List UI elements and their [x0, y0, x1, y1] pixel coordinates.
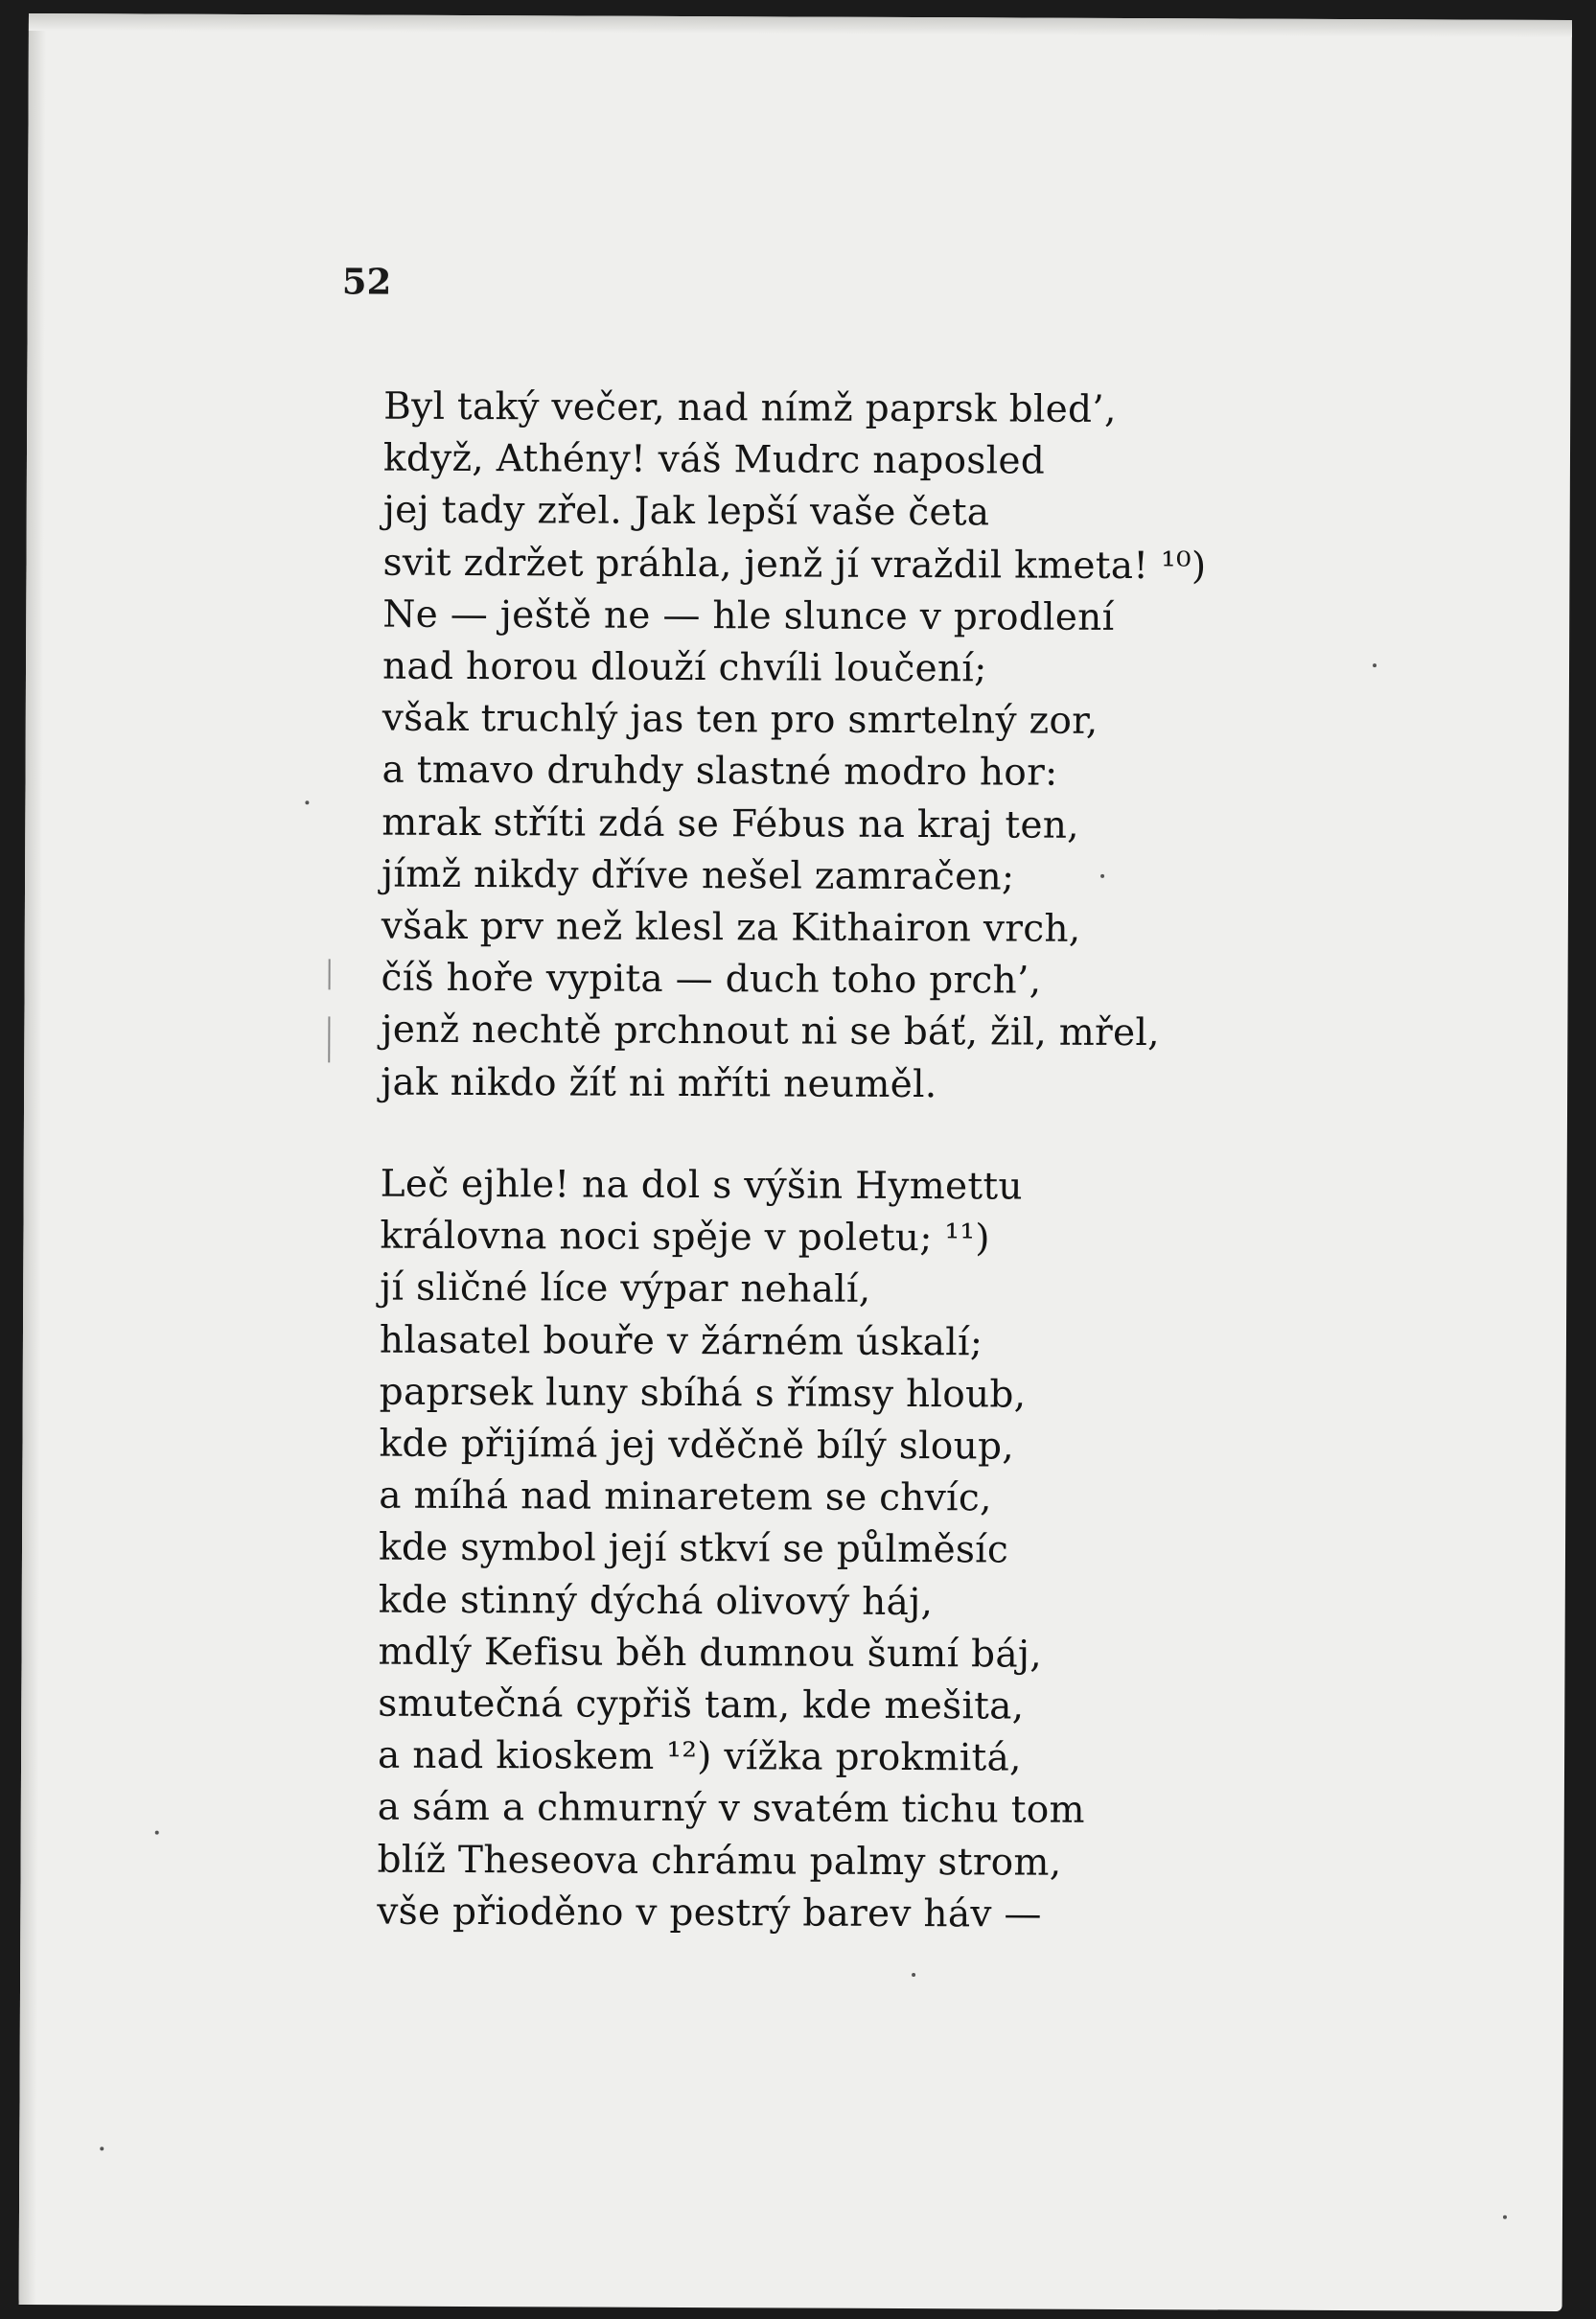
- poem-line: však truchlý jas ten pro smrtelný zor,: [382, 696, 1099, 744]
- poem-line: Byl taký večer, nad nímž paprsk bled’,: [383, 384, 1117, 431]
- paper-speck: [1503, 2215, 1507, 2219]
- poem-line: kde symbol její stkví se půlměsíc: [378, 1526, 1009, 1572]
- poem-line: číš hoře vypita — duch toho prch’,: [381, 956, 1042, 1003]
- paper-speck: [155, 1831, 159, 1835]
- poem-line: královna noci spěje v poletu; ¹¹): [380, 1214, 990, 1261]
- paper-speck: [305, 800, 309, 804]
- poem-line: jenž nechtě prchnout ni se báť, žil, mřel,: [381, 1009, 1160, 1055]
- poem-line: a sám a chmurný v svatém tichu tom: [377, 1786, 1085, 1833]
- poem-line: mrak stříti zdá se Fébus na kraj ten,: [382, 800, 1079, 847]
- poem-line: hlasatel bouře v žárném úskalí;: [379, 1318, 983, 1364]
- poem-line: jí sličné líce výpar nehalí,: [380, 1266, 871, 1312]
- book-page: [19, 13, 1572, 2311]
- paper-speck: [912, 1973, 915, 1977]
- poem-line: jímž nikdy dříve nešel zamračen;: [381, 852, 1015, 899]
- poem-line: a míhá nad minaretem se chvíc,: [379, 1473, 992, 1520]
- poem-line: jej tady zřel. Jak lepší vaše četa: [382, 489, 990, 535]
- stanza-2: [377, 1159, 1088, 1941]
- poem-line: mdlý Kefisu běh dumnou šumí báj,: [378, 1630, 1043, 1677]
- paper-speck: [100, 2146, 104, 2150]
- paper-speck: [1373, 663, 1376, 667]
- pencil-mark: [329, 959, 331, 989]
- page-edge-shadow-top: [29, 13, 1572, 37]
- poem-line: paprsek luny sbíhá s římsy hloub,: [379, 1370, 1027, 1417]
- poem-line: a tmavo druhdy slastné modro hor:: [382, 749, 1058, 796]
- stanza-1: [381, 382, 1207, 1113]
- poem-line: smutečná cypřiš tam, kde mešita,: [378, 1681, 1025, 1728]
- poem-line: kde stinný dýchá olivový háj,: [378, 1578, 934, 1624]
- poem-line: Ne — ještě ne — hle slunce v prodlení: [382, 592, 1115, 639]
- poem-line: vše přioděno v pestrý barev háv —: [377, 1890, 1042, 1936]
- poem-line: blíž Theseova chrámu palmy strom,: [377, 1838, 1062, 1885]
- pencil-mark: [328, 1016, 330, 1062]
- page-number: 52: [341, 260, 392, 303]
- poem-line: Leč ejhle! na dol s výšin Hymettu: [380, 1162, 1023, 1209]
- poem-line: nad horou dlouží chvíli loučení;: [382, 644, 987, 691]
- poem-line: jak nikdo žíť ni mříti neuměl.: [381, 1060, 937, 1106]
- poem-line: však prv než klesl za Kithairon vrch,: [381, 904, 1081, 951]
- poem-line: když, Athény! váš Mudrc naposled: [382, 436, 1046, 483]
- paper-speck: [1100, 874, 1104, 878]
- poem-line: svit zdržet práhla, jenž jí vraždil kmeta! ¹⁰): [382, 541, 1207, 588]
- poem-line: a nad kioskem ¹²) vížka prokmitá,: [377, 1733, 1022, 1780]
- page-edge-shadow-left: [19, 13, 46, 2305]
- poem-line: kde přijímá jej vděčně bílý sloup,: [379, 1422, 1015, 1469]
